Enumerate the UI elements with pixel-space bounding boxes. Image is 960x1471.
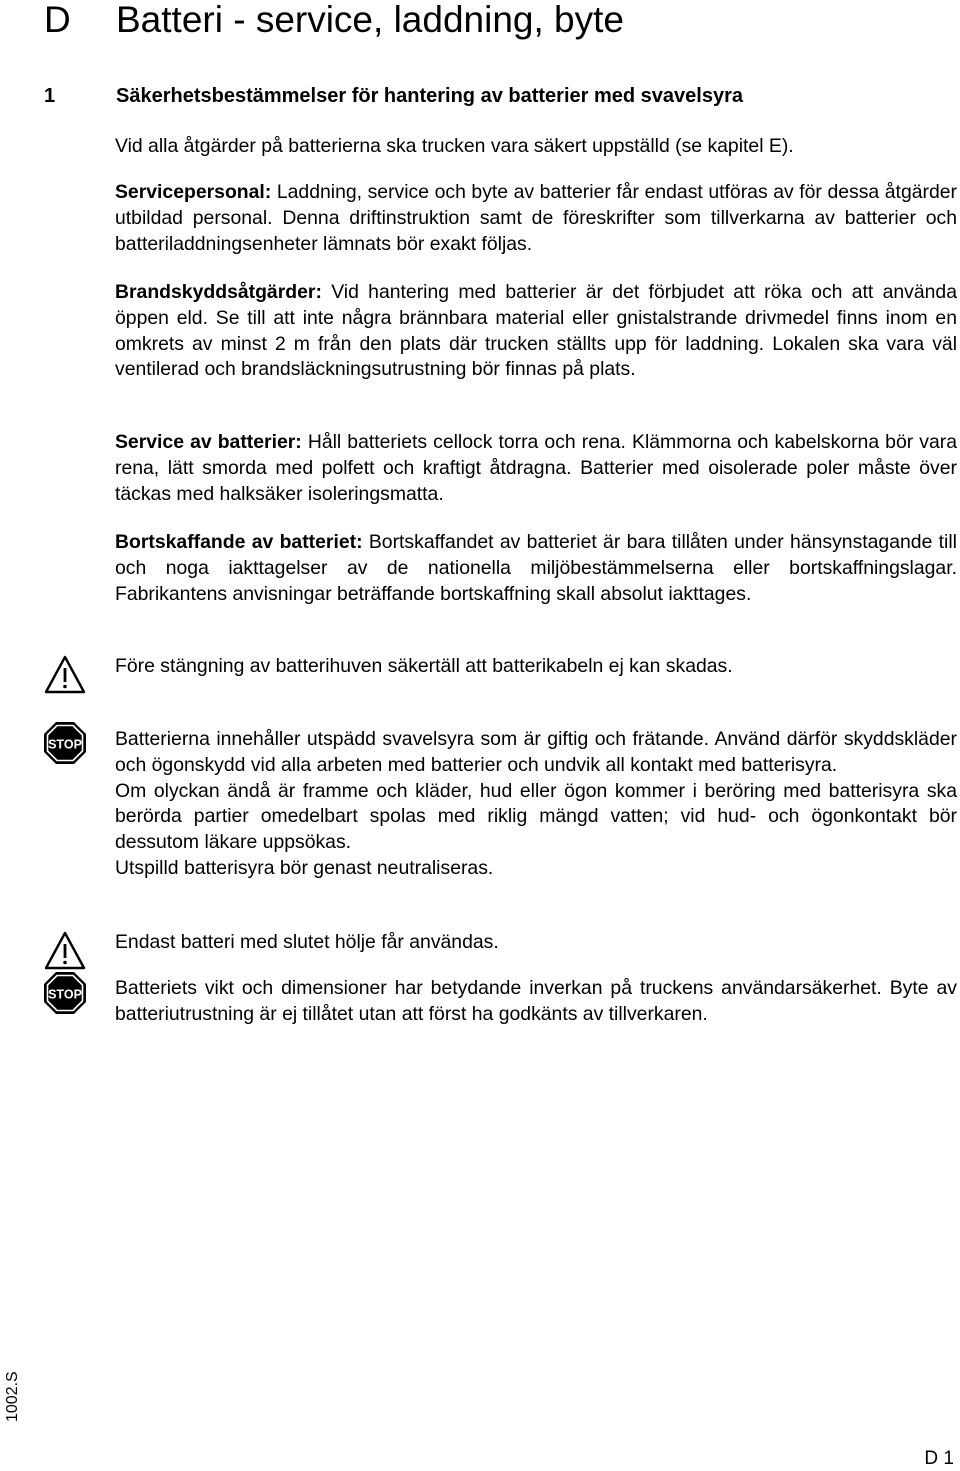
section-number: 1 [44, 85, 56, 107]
paragraph-battery-service [115, 430, 957, 507]
warning-triangle-icon [42, 928, 88, 974]
paragraph-text: Vid hantering med batterier är det förbjudet att röka och att använda öppen eld. Se till att inte några brännbara material eller gnistalstrande drivmedel finns inom en omkrets av minst 2 m från den plats där trucken ställts upp för laddning. Lokalen ska vara väl ventilerad och brandsläckningsutrustning bör finnas på plats. [115, 281, 957, 381]
paragraph-text: Före stängning av batterihuven säkertäll att batterikabeln ej kan skadas. [115, 655, 733, 677]
paragraph-text: Bortskaffandet av batteriet är bara tillåten under hänsynstagande till och noga iakttagelser av de nationella miljöbestämmelserna eller bortskaffningslagar. Fabrikantens anvisningar beträffande bortskaffning skall absolut iakttages. [115, 531, 957, 605]
paragraph-closed-casing [115, 930, 957, 956]
section-title: Säkerhetsbestämmelser för hantering av batterier med svavelsyra [116, 85, 743, 107]
paragraph-text: Laddning, service och byte av batterier får endast utföras av för dessa åtgärder utbildad personal. Denna driftinstruktion samt de föreskrifter som tillverkarna av batterier och batteriladdningsenheter lämnats bör exakt följas. [115, 181, 957, 255]
paragraph-label: Service av batterier: [115, 431, 302, 453]
paragraph-vehicle-safety [115, 134, 957, 160]
paragraph-line: Utspilld batterisyra bör genast neutraliseras. [115, 856, 494, 879]
warning-triangle-icon [42, 652, 88, 698]
paragraph-battery-hood [115, 654, 957, 680]
paragraph-sulfuric-acid [115, 727, 957, 882]
paragraph-text: Vid alla åtgärder på batterierna ska trucken vara säkert uppställd (se kapitel E). [115, 135, 794, 157]
paragraph-label: Bortskaffande av batteriet: [115, 531, 363, 553]
paragraph-line: Batterierna innehåller utspädd svavelsyra som är giftig och frätande. Använd därför skyddskläder och ögonskydd vid alla arbeten med batterier och undvik all kontakt med batterisyra. [115, 728, 957, 776]
paragraph-line: Om olyckan ändå är framme och kläder, hud eller ögon kommer i beröring med batterisyra ska berörda partier omedelbart spolas med riklig mängd vatten; vid hud- och ögonkontakt bör dessutom läkare uppsökas. [115, 779, 957, 854]
paragraph-disposal [115, 530, 957, 607]
paragraph-weight-dimensions [115, 976, 957, 1028]
stop-sign-icon [42, 970, 88, 1016]
stop-label: STOP [48, 987, 82, 1002]
chapter-letter: D [44, 0, 71, 40]
paragraph-label: Brandskyddsåtgärder: [115, 281, 322, 303]
paragraph-fire-protection [115, 280, 957, 383]
chapter-title: Batteri - service, laddning, byte [116, 0, 624, 40]
paragraph-text: Batteriets vikt och dimensioner har betydande inverkan på truckens användarsäkerhet. Byte av batteriutrustning är ej tillåtet utan att först ha godkänts av tillverkaren. [115, 977, 957, 1025]
paragraph-text: Håll batteriets cellock torra och rena. Klämmorna och kabelskorna bör vara rena, lätt smorda med polfett och kraftigt åtdragna. Batterier med oisolerade poler måste över täckas med halksäker isoleringsmatta. [115, 431, 957, 505]
paragraph-text: Endast batteri med slutet hölje får användas. [115, 931, 499, 953]
stop-sign-icon [42, 720, 88, 766]
paragraph-label: Servicepersonal: [115, 181, 272, 203]
document-code: 1002.S [4, 1371, 21, 1422]
stop-label: STOP [48, 737, 82, 752]
paragraph-service-personnel [115, 180, 957, 257]
page-number: D 1 [924, 1448, 954, 1469]
